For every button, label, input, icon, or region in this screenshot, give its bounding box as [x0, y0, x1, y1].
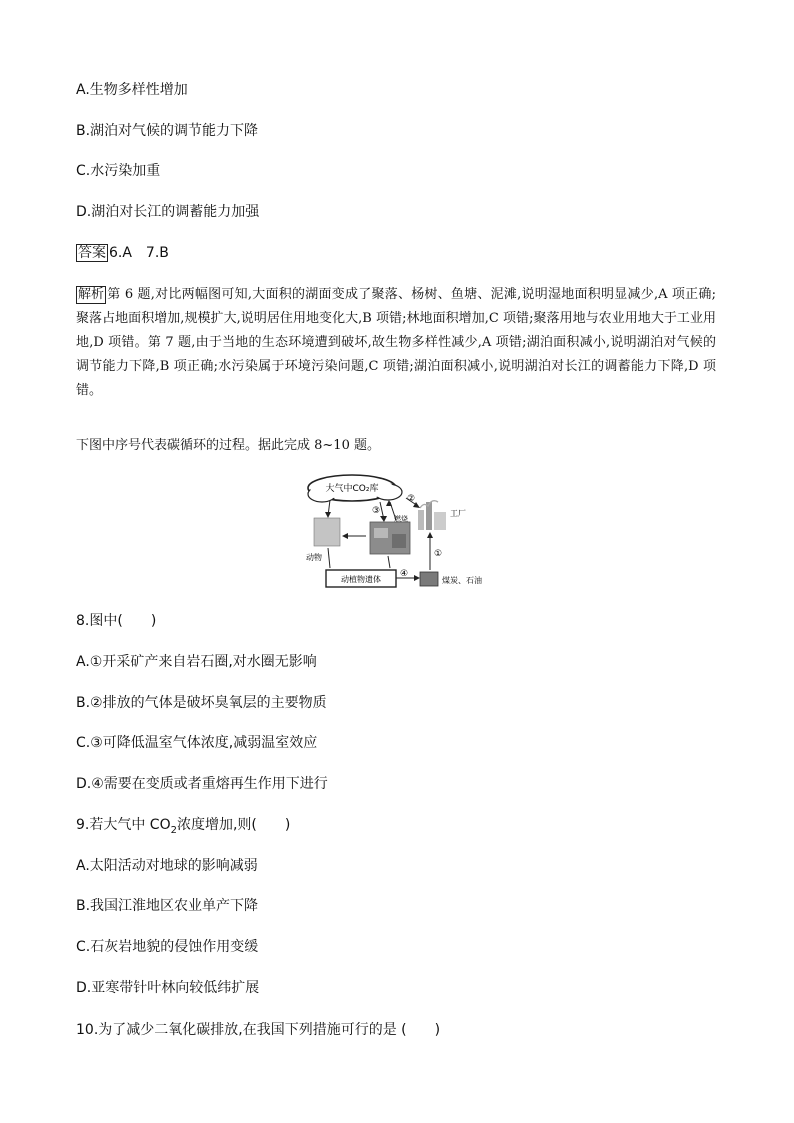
process-1-label: ①: [434, 549, 443, 559]
answer-line: [76, 244, 169, 262]
factory-label: 工厂: [450, 509, 466, 518]
q8-option-a: A.①开采矿产来自岩石圈,对水圈无影响: [76, 654, 317, 670]
q9-stem-part2: 浓度增加,则( ): [176, 817, 291, 833]
q9-option-c: C.石灰岩地貌的侵蚀作用变缓: [76, 939, 259, 955]
q8-option-b: B.②排放的气体是破坏臭氧层的主要物质: [76, 695, 327, 711]
animal-label: 动物: [306, 553, 322, 562]
explanation-text: 第 6 题,对比两幅图可知,大面积的湖面变成了聚落、杨树、鱼塘、泥滩,说明湿地面积明显减少,A 项正确;聚落占地面积增加,规模扩大,说明居住用地变化大,B 项错;林地面积增加,C 项错;聚落用地与农业用地大于工业用地,D 项错。第 7 题,由于当地的生态环境遭到破坏,故生物多样性减少,A 项错;湖泊面积减小,说明湖泊对气候的调节能力下降,B 项正确;水污染属于环境污染问题,C 项错;湖泊面积减小,说明湖泊对长江的调蓄能力下降,D 项错。: [76, 287, 716, 398]
process-4-label: ④: [400, 569, 409, 579]
q7-option-b: B.湖泊对气候的调节能力下降: [76, 123, 259, 139]
answer-label: 答案: [78, 245, 106, 261]
q9-option-a: A.太阳活动对地球的影响减弱: [76, 858, 258, 874]
atmosphere-label: 大气中CO₂库: [325, 484, 379, 494]
explanation-label: 解析: [78, 287, 105, 302]
q10-stem: 10.为了减少二氧化碳排放,在我国下列措施可行的是 ( ): [76, 1022, 441, 1038]
q9-stem-subscript: 2: [170, 824, 177, 836]
q9-option-b: B.我国江淮地区农业单产下降: [76, 898, 259, 914]
q9-option-d: D.亚寒带针叶林向较低纬扩展: [76, 980, 260, 996]
animal-icon: [314, 518, 340, 546]
factory-icon: [418, 501, 446, 530]
q7-option-d: D.湖泊对长江的调蓄能力加强: [76, 204, 260, 220]
q8-option-c: C.③可降低温室气体浓度,减弱温室效应: [76, 735, 318, 751]
decomposer-label: 动植物遗体: [341, 575, 381, 584]
fuel-icon: [420, 572, 438, 586]
explanation: [76, 283, 716, 403]
process-2-label: ②: [407, 494, 416, 504]
q7-option-c: C.水污染加重: [76, 163, 161, 179]
q7-option-a: A.生物多样性增加: [76, 82, 188, 98]
q9-stem: [76, 816, 290, 840]
diagram-intro: 下图中序号代表碳循环的过程。据此完成 8~10 题。: [76, 438, 380, 453]
carbon-cycle-diagram: [300, 472, 496, 596]
q8-option-d: D.④需要在变质或者重熔再生作用下进行: [76, 776, 328, 792]
q9-stem-part1: 9.若大气中 CO: [76, 817, 171, 833]
q8-stem: 8.图中( ): [76, 613, 157, 629]
process-3-label: ③: [372, 506, 381, 516]
fuel-label: 煤炭、石油: [442, 576, 482, 585]
burn-label: 燃烧: [394, 515, 408, 523]
answer-text: 6.A 7.B: [109, 245, 169, 261]
